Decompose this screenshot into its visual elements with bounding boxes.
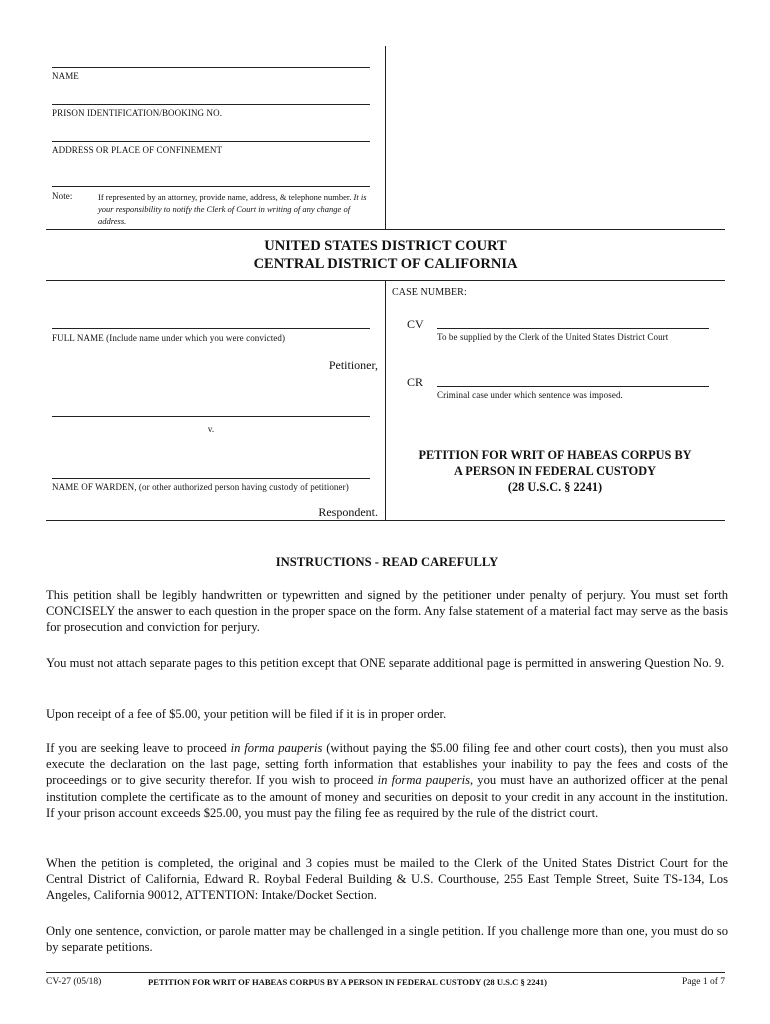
page-number: Page 1 of 7 — [681, 977, 725, 987]
court-heading — [46, 237, 725, 273]
p4-part-e: , you must have an authorized officer at the penal institution complete the certificate as to the amount of money and securities on deposit to your credit in any account in the institution. If your prison account exceeds $25.00, you must pay the filing fee as required by the rule of the district court. — [46, 773, 728, 820]
prison-id-line[interactable] — [52, 104, 370, 105]
cr-note: Criminal case under which sentence was imposed. — [437, 390, 623, 400]
court-line-2: CENTRAL DISTRICT OF CALIFORNIA — [253, 256, 518, 272]
instruction-paragraph-4 — [46, 740, 728, 821]
petitioner-label: Petitioner, — [328, 358, 378, 372]
instructions-heading: INSTRUCTIONS - READ CAREFULLY — [275, 555, 499, 569]
petition-title-3: (28 U.S.C. § 2241) — [507, 480, 603, 494]
case-number-label: CASE NUMBER: — [392, 287, 467, 298]
header-divider — [385, 46, 386, 230]
note-line — [52, 186, 370, 187]
warden-label: NAME OF WARDEN, (or other authorized person having custody of petitioner) — [52, 482, 349, 492]
versus-line — [52, 416, 370, 417]
address-label: ADDRESS OR PLACE OF CONFINEMENT — [52, 145, 223, 155]
warden-line[interactable] — [52, 478, 370, 479]
full-name-line[interactable] — [52, 328, 370, 329]
instruction-paragraph-1: This petition shall be legibly handwritten or typewritten and signed by the petitioner under penalty of perjury. You must set forth CONCISELY the answer to each question in the proper space on the form. Any false statement of a material fact may serve as the basis for prosecution and conviction for perjury. — [46, 588, 728, 635]
note-text — [98, 191, 370, 227]
cv-note: To be supplied by the Clerk of the United States District Court — [437, 332, 669, 342]
petition-title-2: A PERSON IN FEDERAL CUSTODY — [453, 464, 657, 478]
court-line-1: UNITED STATES DISTRICT COURT — [264, 238, 507, 254]
p4-ifp-2: in forma pauperis — [377, 773, 470, 788]
name-line[interactable] — [52, 67, 370, 68]
respondent-label: Respondent. — [318, 505, 378, 519]
instruction-paragraph-2: You must not attach separate pages to this petition except that ONE separate additional page is permitted in answering Question No. 9. — [46, 656, 725, 670]
cv-prefix: CV — [407, 317, 424, 331]
p4-ifp-1: in forma pauperis — [230, 741, 323, 755]
address-line[interactable] — [52, 141, 370, 142]
cv-number-field[interactable] — [437, 328, 709, 329]
court-top-rule — [46, 229, 725, 230]
instruction-paragraph-6: Only one sentence, conviction, or parole matter may be challenged in a single petition. If you challenge more than one, you must do so by separate petitions. — [46, 924, 728, 955]
note-italic: It is your responsibility to notify the Clerk of Court in writing of any change of address. — [98, 192, 367, 226]
instruction-paragraph-5: When the petition is completed, the original and 3 copies must be mailed to the Clerk of the United States District Court for the Central District of California, Edward R. Roybal Federal Building & U.S. Courthouse, 255 East Temple Street, Suite TS-134, Los Angeles, California 90012, ATTENTION: Intake/Docket Section. — [46, 856, 728, 903]
prison-id-label: PRISON IDENTIFICATION/BOOKING NO. — [52, 108, 223, 118]
note-label: Note: — [52, 191, 73, 201]
name-label: NAME — [52, 71, 79, 81]
form-id: CV-27 (05/18) — [46, 977, 102, 987]
petition-title — [386, 447, 724, 495]
full-name-label: FULL NAME (Include name under which you were convicted) — [52, 333, 286, 343]
p4-part-c: (without paying the $5.00 filing fee and other court costs), then you must also execute the declaration on the last page, setting forth information that establishes your inability to pay the fees and costs of the proceedings or to give security therefor. If you wish to proceed — [46, 741, 728, 788]
petition-title-1: PETITION FOR WRIT OF HABEAS CORPUS BY — [418, 448, 692, 462]
cr-number-field[interactable] — [437, 386, 709, 387]
footer-rule — [46, 972, 725, 973]
caption-bottom-rule — [46, 520, 725, 521]
p4-part-a: If you are seeking leave to proceed — [46, 741, 231, 755]
versus-label: v. — [207, 424, 215, 434]
cr-prefix: CR — [407, 375, 424, 389]
instruction-paragraph-3: Upon receipt of a fee of $5.00, your petition will be filed if it is in proper order. — [46, 707, 447, 721]
note-plain: If represented by an attorney, provide name, address, & telephone number. — [98, 192, 352, 202]
footer-title: PETITION FOR WRIT OF HABEAS CORPUS BY A PERSON IN FEDERAL CUSTODY (28 U.S.C § 2241) — [148, 977, 547, 987]
